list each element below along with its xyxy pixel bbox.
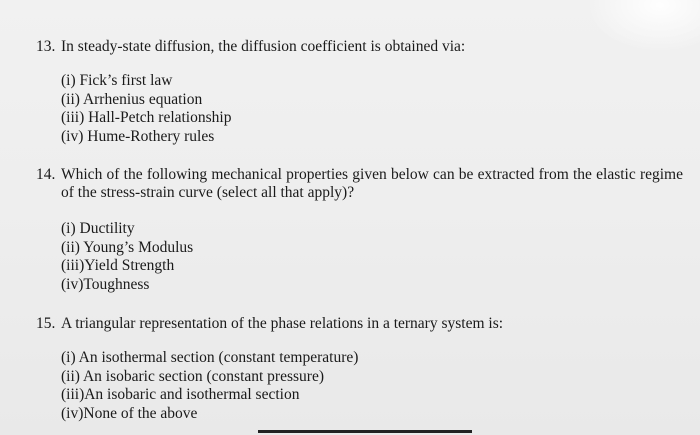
option-list [61,72,231,146]
option-list [61,220,193,294]
option-list [61,349,358,423]
option-item: (iv) Hume-Rothery rules [61,127,215,145]
option-item: (i) An isothermal section (constant temperature) [61,349,359,366]
option-item: (i) Ductility [61,220,135,237]
question-text: Which of the following mechanical properties given below can be extracted from the elastic regime of the stress-strain curve (select all that apply)? [61,166,683,201]
question-number: 15. [36,315,56,332]
option-item: (iv)Toughness [61,275,150,293]
question-text: A triangular representation of the phase relations in a ternary system is: [61,315,504,332]
question-number: 13. [36,38,56,55]
option-item: (ii) Young’s Modulus [61,238,194,256]
option-item: (i) Fick’s first law [61,72,173,89]
question-text: In steady-state diffusion, the diffusion coefficient is obtained via: [61,38,466,55]
option-item: (iii)An isobaric and isothermal section [61,386,300,403]
option-item: (ii) An isobaric section (constant pressure) [61,367,324,385]
option-item: (ii) Arrhenius equation [61,90,203,108]
option-item: (iv)None of the above [61,404,198,422]
option-item: (iii)Yield Strength [61,257,175,274]
page-edge-line [258,430,472,433]
question-number: 14. [36,166,56,183]
option-item: (iii) Hall-Petch relationship [61,109,232,126]
